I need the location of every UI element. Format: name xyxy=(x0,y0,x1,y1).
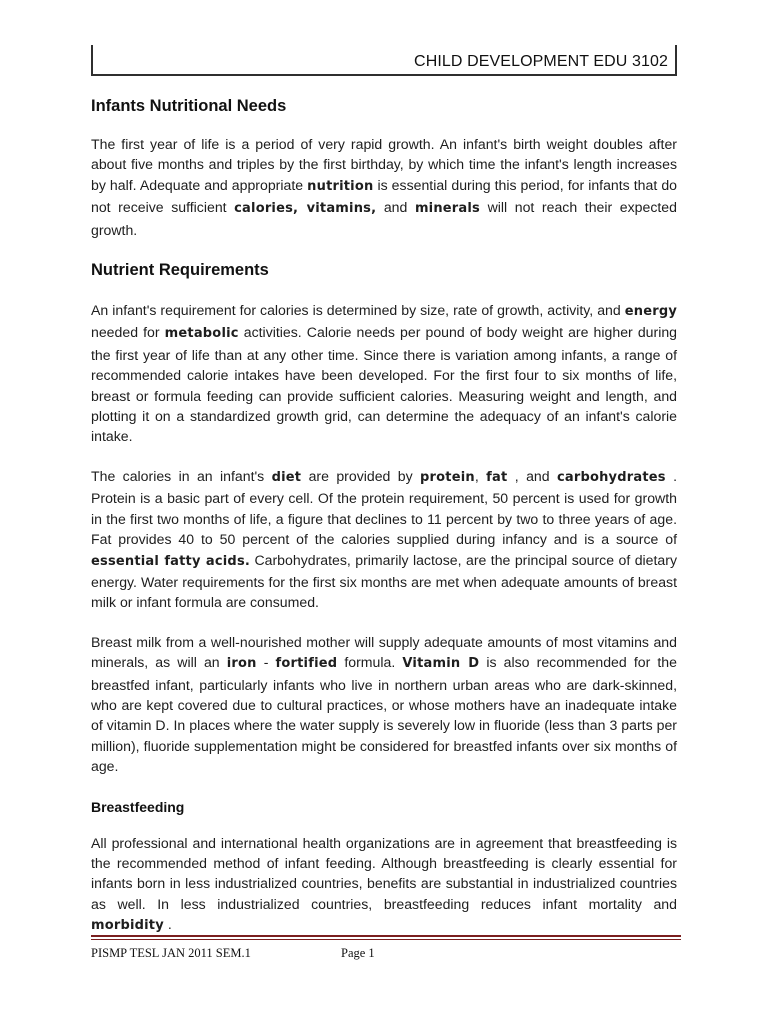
header-title: CHILD DEVELOPMENT EDU 3102 xyxy=(414,53,668,70)
term-energy: energy xyxy=(624,304,677,320)
term-essential-fatty-acids: essential fatty acids. xyxy=(91,553,251,569)
document-body xyxy=(91,96,677,937)
header-frame xyxy=(91,45,677,76)
term-minerals: minerals xyxy=(414,201,480,217)
paragraph-diet-macronutrients: The calories in an infant's diet are provided by protein, fat , and carbohydrates . Protein is a basic part of every cell. Of the protein requirement, 50 percent is used for growth in the first two months of life, a figure that declines to 11 percent by two to three years of age. Fat provides 40 to 50 percent of the calories supplied during infancy and is a source of essential fatty acids. Carbohydrates, primarily lactose, are the principal source of dietary energy. Water requirements for the first six months are met when adequate amounts of breast milk or infant formula are consumed. xyxy=(91,467,677,611)
footer-rule-thick xyxy=(91,935,681,937)
footer-page-number: Page 1 xyxy=(341,946,375,960)
term-fat: fat xyxy=(486,469,508,485)
term-calories-vitamins: calories, vitamins, xyxy=(234,201,377,217)
term-protein: protein xyxy=(420,469,475,485)
term-iron: iron xyxy=(226,656,257,672)
paragraph-breast-milk-vitamins: Breast milk from a well-nourished mother will supply adequate amounts of most vitamins and minerals, as will an iron - fortified formula. Vitamin D is also recommended for the breastfed infant, particularly infants who live in northern urban areas who are dark-skinned, who are kept covered due to cultural practices, or whose mothers have an inadequate intake of vitamin D. In places where the water supply is severely low in fluoride (less than 3 parts per million), fluoride supplementation might be considered for breastfed infants over six months of age. xyxy=(91,633,677,775)
term-diet: diet xyxy=(271,469,302,485)
term-nutrition: nutrition xyxy=(307,178,374,194)
footer-course-label: PISMP TESL JAN 2011 SEM.1 xyxy=(91,946,251,960)
paragraph-infant-growth: The first year of life is a period of very rapid growth. An infant's birth weight doubles after about five months and triples by the first birthday, by which time the infant's length increases by half. Adequate and appropriate nutrition is essential during this period, for infants that do not receive sufficient calories, vitamins, and minerals will not reach their expected growth. xyxy=(91,136,677,238)
term-metabolic: metabolic xyxy=(164,326,239,342)
heading-nutrient-requirements: Nutrient Requirements xyxy=(91,261,269,280)
heading-breastfeeding: Breastfeeding xyxy=(91,798,185,815)
term-vitamin-d: Vitamin D xyxy=(402,656,480,672)
term-morbidity: morbidity xyxy=(91,918,164,934)
footer-rule-thin xyxy=(91,939,681,940)
paragraph-calorie-requirements: An infant's requirement for calories is determined by size, rate of growth, activity, and energy needed for metabolic activities. Calorie needs per pound of body weight are higher during the first year of life than at any other time. Since there is variation among infants, a range of recommended calorie intakes have been developed. For the first four to six months of life, breast or formula feeding can provide sufficient calories. Measuring weight and length, and plotting it on a standardized growth grid, can determine the adequacy of an infant's calorie intake. xyxy=(91,302,677,445)
paragraph-breastfeeding: All professional and international health organizations are in agreement that breastfeeding is the recommended method of infant feeding. Although breastfeeding is clearly essential for infants born in less industrialized countries, benefits are substantial in industrialized countries as well. In less industrialized countries, breastfeeding reduces infant mortality and morbidity . xyxy=(91,834,677,934)
heading-infants-nutritional-needs: Infants Nutritional Needs xyxy=(91,97,287,115)
term-fortified: fortified xyxy=(275,656,338,672)
term-carbohydrates: carbohydrates xyxy=(556,469,666,485)
